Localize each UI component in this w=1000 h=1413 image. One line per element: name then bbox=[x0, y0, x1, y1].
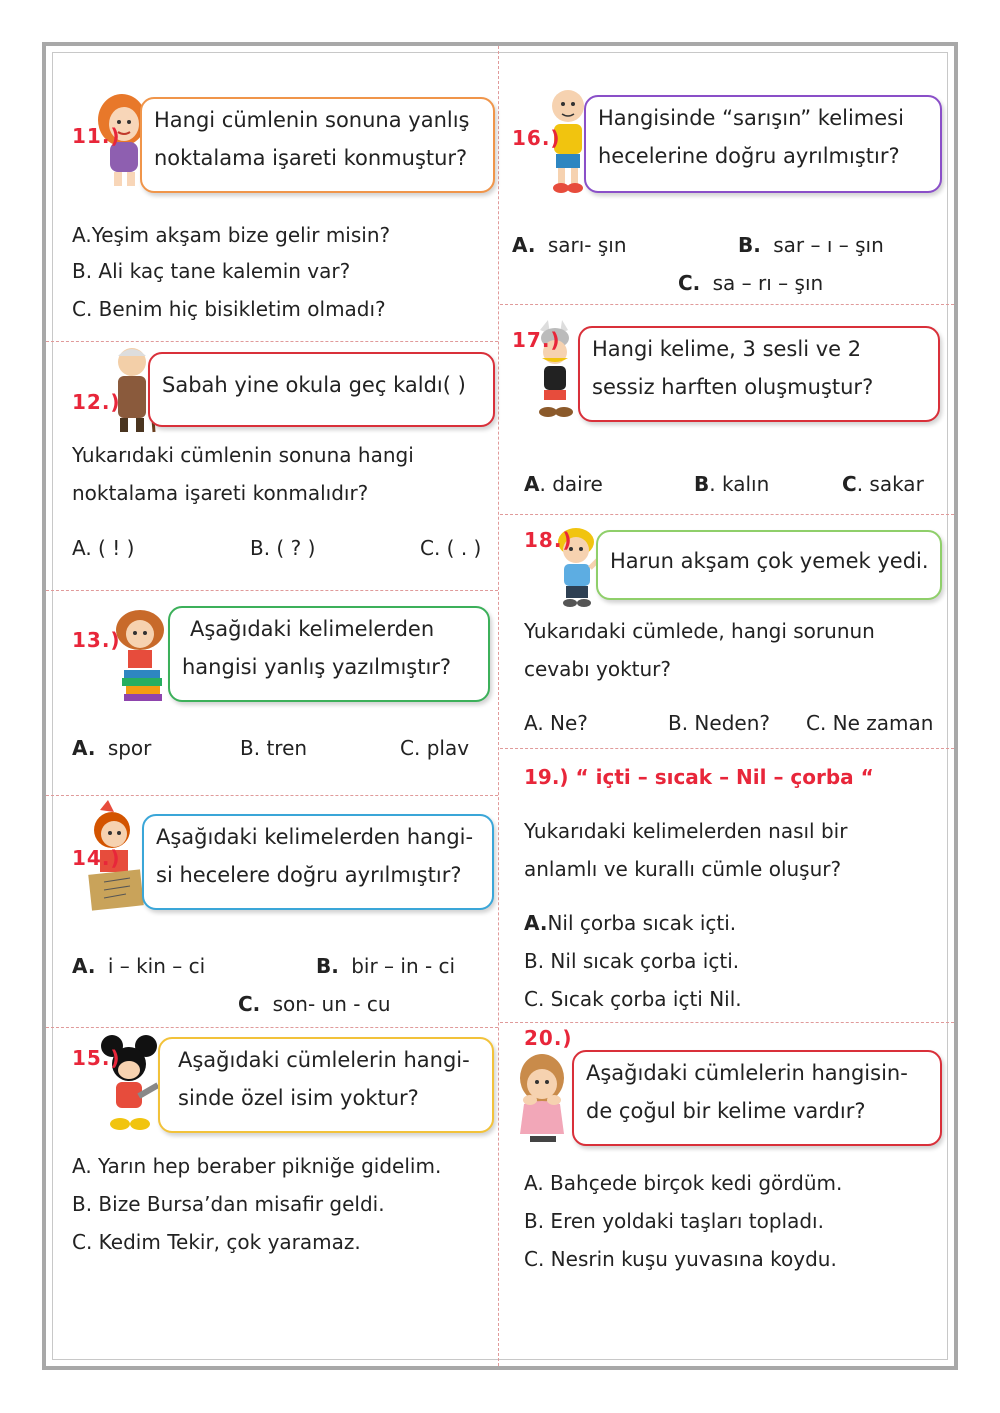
answer-option-c[interactable] bbox=[400, 729, 469, 767]
answer-option-c[interactable]: C. Benim hiç bisikletim olmadı? bbox=[72, 297, 386, 321]
answer-option-b[interactable] bbox=[316, 947, 455, 985]
option-text: . kalın bbox=[709, 472, 770, 496]
column-divider bbox=[498, 46, 499, 1366]
question-bubble bbox=[148, 352, 495, 427]
question-prompt: sessiz harften oluşmuştur? bbox=[592, 375, 874, 399]
question-text: Yukarıdaki cümlede, hangi sorunun bbox=[524, 619, 875, 643]
question-bubble bbox=[142, 814, 494, 910]
option-letter: C. bbox=[400, 736, 421, 760]
thinking-girl-illustration bbox=[510, 1048, 576, 1146]
question-number: 16.) bbox=[512, 126, 561, 150]
option-letter: B. bbox=[738, 233, 761, 257]
option-letter: C. bbox=[238, 992, 261, 1016]
option-text: tren bbox=[266, 736, 308, 760]
question-bubble bbox=[578, 326, 940, 422]
question-number: 15.) bbox=[72, 1046, 121, 1070]
question-bubble bbox=[572, 1050, 942, 1146]
answer-option-a[interactable]: A. Yarın hep beraber pikniğe gidelim. bbox=[72, 1154, 442, 1178]
answer-option-c[interactable]: C. ( . ) bbox=[420, 536, 482, 560]
answer-option-a[interactable] bbox=[72, 947, 205, 985]
answer-option-b[interactable]: B. Bize Bursa’dan misafir geldi. bbox=[72, 1192, 385, 1216]
option-text: . daire bbox=[539, 472, 603, 496]
answer-option-b[interactable] bbox=[694, 465, 769, 503]
option-letter: A bbox=[524, 472, 540, 496]
question-number: 20.) bbox=[524, 1026, 573, 1050]
option-letter: B bbox=[694, 472, 710, 496]
question-text: cevabı yoktur? bbox=[524, 657, 672, 681]
answer-option-a[interactable]: A. Bahçede birçok kedi gördüm. bbox=[524, 1171, 843, 1195]
question-bubble bbox=[158, 1037, 494, 1133]
question-number: 14.) bbox=[72, 846, 121, 870]
question-prompt: Aşağıdaki cümlelerin hangi- bbox=[178, 1048, 470, 1072]
question-number: 18.) bbox=[524, 528, 573, 552]
answer-option-c[interactable]: C. Kedim Tekir, çok yaramaz. bbox=[72, 1230, 361, 1254]
option-text: bir – in - ci bbox=[351, 954, 456, 978]
option-text: sarı- şın bbox=[547, 233, 627, 257]
question-number: 12.) bbox=[72, 390, 121, 414]
question-prompt: hangisi yanlış yazılmıştır? bbox=[182, 655, 452, 679]
option-text: Nil çorba sıcak içti. bbox=[547, 911, 737, 935]
option-text: i – kin – ci bbox=[107, 954, 206, 978]
option-letter: B. bbox=[316, 954, 339, 978]
option-letter: B. bbox=[240, 736, 261, 760]
answer-option-b[interactable] bbox=[240, 729, 307, 767]
option-letter: A. bbox=[72, 954, 96, 978]
question-number: 17.) bbox=[512, 328, 561, 352]
option-letter: C. bbox=[678, 271, 701, 295]
option-text: . sakar bbox=[856, 472, 924, 496]
divider bbox=[46, 590, 498, 591]
question-prompt: Hangi cümlenin sonuna yanlış bbox=[154, 108, 470, 132]
divider bbox=[500, 514, 954, 515]
answer-option-b[interactable]: B. Eren yoldaki taşları topladı. bbox=[524, 1209, 824, 1233]
answer-option-b[interactable]: B. ( ? ) bbox=[250, 536, 316, 560]
answer-option-b[interactable] bbox=[524, 942, 739, 980]
option-letter: C bbox=[842, 472, 857, 496]
divider bbox=[500, 304, 954, 305]
question-prompt: si hecelere doğru ayrılmıştır? bbox=[156, 863, 462, 887]
option-letter: A. bbox=[512, 233, 536, 257]
answer-option-a[interactable] bbox=[512, 226, 627, 264]
option-text: son- un - cu bbox=[272, 992, 391, 1016]
question-prompt: Aşağıdaki kelimelerden bbox=[190, 617, 435, 641]
answer-option-a[interactable]: A.Yeşim akşam bize gelir misin? bbox=[72, 223, 391, 247]
question-prompt: Hangisinde “sarışın” kelimesi bbox=[598, 106, 904, 130]
question-number: 11.) bbox=[72, 124, 121, 148]
answer-option-c[interactable] bbox=[524, 980, 742, 1018]
question-bubble bbox=[140, 97, 495, 193]
question-text: Yukarıdaki kelimelerden nasıl bir bbox=[524, 819, 848, 843]
answer-option-c[interactable] bbox=[678, 264, 823, 302]
divider bbox=[46, 795, 498, 796]
question-header: 19.) “ içti – sıcak – Nil – çorba “ bbox=[524, 765, 874, 789]
answer-option-a[interactable] bbox=[72, 729, 151, 767]
answer-option-a[interactable]: A. ( ! ) bbox=[72, 536, 135, 560]
answer-option-c[interactable] bbox=[842, 465, 924, 503]
question-prompt: Hangi kelime, 3 sesli ve 2 bbox=[592, 337, 862, 361]
question-prompt: Harun akşam çok yemek yedi. bbox=[610, 549, 929, 573]
question-number: 13.) bbox=[72, 628, 121, 652]
answer-option-b[interactable]: B. Ali kaç tane kalemin var? bbox=[72, 259, 351, 283]
option-letter: A. bbox=[72, 736, 96, 760]
option-text: sar – ı – şın bbox=[773, 233, 884, 257]
question-prompt: Aşağıdaki cümlelerin hangisin- bbox=[586, 1061, 908, 1085]
question-text: anlamlı ve kurallı cümle oluşur? bbox=[524, 857, 842, 881]
divider bbox=[46, 1027, 498, 1028]
divider bbox=[500, 1022, 954, 1023]
question-prompt: Sabah yine okula geç kaldı( ) bbox=[162, 373, 466, 397]
answer-option-c[interactable]: C. Nesrin kuşu yuvasına koydu. bbox=[524, 1247, 837, 1271]
answer-option-a[interactable]: A. Ne? bbox=[524, 711, 588, 735]
option-text: B. Nil sıcak çorba içti. bbox=[524, 949, 740, 973]
answer-option-c[interactable] bbox=[238, 985, 391, 1023]
option-text: C. Sıcak çorba içti Nil. bbox=[524, 987, 742, 1011]
option-text: spor bbox=[107, 736, 152, 760]
question-prompt: noktalama işareti konmuştur? bbox=[154, 146, 468, 170]
girl-with-books-illustration bbox=[110, 606, 172, 702]
answer-option-b[interactable] bbox=[738, 226, 884, 264]
option-text: plav bbox=[426, 736, 470, 760]
option-text: sa – rı – şın bbox=[712, 271, 824, 295]
divider bbox=[500, 748, 954, 749]
question-text: noktalama işareti konmalıdır? bbox=[72, 481, 369, 505]
answer-option-c[interactable]: C. Ne zaman bbox=[806, 711, 934, 735]
answer-option-b[interactable]: B. Neden? bbox=[668, 711, 770, 735]
question-prompt: de çoğul bir kelime vardır? bbox=[586, 1099, 866, 1123]
question-bubble bbox=[168, 606, 490, 702]
answer-option-a[interactable] bbox=[524, 904, 736, 942]
option-letter: A. bbox=[524, 911, 548, 935]
question-prompt: hecelerine doğru ayrılmıştır? bbox=[598, 144, 900, 168]
question-bubble bbox=[584, 95, 942, 193]
question-text: Yukarıdaki cümlenin sonuna hangi bbox=[72, 443, 414, 467]
question-prompt: sinde özel isim yoktur? bbox=[178, 1086, 419, 1110]
question-prompt: Aşağıdaki kelimelerden hangi- bbox=[156, 825, 474, 849]
answer-option-a[interactable] bbox=[524, 465, 603, 503]
question-bubble bbox=[596, 530, 942, 600]
